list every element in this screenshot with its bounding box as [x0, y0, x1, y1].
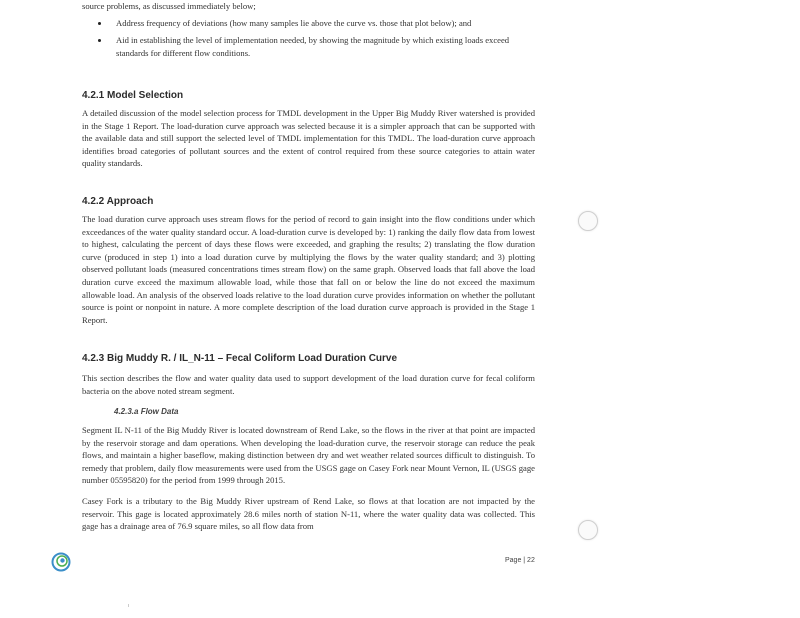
bullet-dot-icon [98, 39, 101, 42]
comment-marker-icon[interactable] [578, 520, 598, 540]
section-heading-load-duration-curve: 4.2.3 Big Muddy R. / IL_N-11 – Fecal Coliform Load Duration Curve [82, 353, 398, 364]
bullet-list [96, 17, 536, 64]
model-selection-paragraph: A detailed discussion of the model selection process for TMDL development in the Upper Big Muddy River watershed is provided in the Stage 1 Report. The load-duration curve approach was selected because it is a simpler approach that can be supported with the available data and still support the selected level of TMDL implementation for this TMDL. The load-duration curve approach identifies broad categories of pollutant sources and the extent of control required from these source categories to attain water quality standards. [82, 108, 535, 169]
approach-paragraph: The load duration curve approach uses stream flows for the period of record to gain insight into the flow conditions under which exceedances of the water quality standard occur. A load-duration curve is developed by: 1) ranking the daily flow data from lowest to highest, calculating the percent of days these flows were exceeded, and graphing the results; 2) translating the flow duration curve (produced in step 1) into a load duration curve by multiplying the flows by the water quality standard; and 3) plotting observed pollutant loads (measured concentrations times stream flow) on the same graph. Observed loads that fall above the load duration curve exceed the maximum allowable load, while those that fall on or below the line do not exceed the maximum allowable load. An analysis of the observed loads relative to the load duration curve provides information on whether the pollutant source is point or nonpoint in nature. A more complete description of the load duration curve approach is provided in the Stage 1 Report. [82, 214, 535, 325]
logo-icon [51, 552, 71, 572]
stray-mark [128, 604, 129, 607]
load-duration-paragraph: This section describes the flow and water quality data used to support development of the load duration curve for fecal coliform bacteria on the above noted stream segment. [82, 373, 535, 396]
comment-marker-icon[interactable] [578, 211, 598, 231]
bullet-item [96, 17, 536, 29]
bullet-text: Aid in establishing the level of implementation needed, by showing the magnitude by which existing loads exceed standards for different flow conditions. [116, 35, 510, 58]
section-heading-model-selection: 4.2.1 Model Selection [82, 90, 184, 101]
intro-line: source problems, as discussed immediately below; [82, 1, 256, 11]
subsection-heading-flow-data: 4.2.3.a Flow Data [114, 407, 179, 416]
flow-data-paragraph-2: Casey Fork is a tributary to the Big Muddy River upstream of Rend Lake, so flows at that location are not impacted by the reservoir. This gage is located approximately 28.6 miles north of station N-11, where the water quality data was collected. This gage has a drainage area of 76.9 square miles, so all flow data from [82, 496, 535, 532]
flow-data-paragraph-1: Segment IL N-11 of the Big Muddy River is located downstream of Rend Lake, so the flows in the river at that point are impacted by the reservoir storage and dam operations. When developing the load-duration curve, the reservoir storage can reduce the peak flows, and maintain a higher baseflow, making distinction between dry and wet weather related sources difficult to distinguish. To remedy that problem, daily flow measurements were used from the USGS gage on Casey Fork near Mount Vernon, IL (USGS gage number 05595820) for the period from 1999 through 2015. [82, 425, 535, 486]
bullet-dot-icon [98, 22, 101, 25]
page-number: Page | 22 [505, 557, 535, 564]
bullet-text: Address frequency of deviations (how many samples lie above the curve vs. those that plot below); and [116, 18, 472, 28]
section-heading-approach: 4.2.2 Approach [82, 196, 154, 207]
bullet-item [96, 34, 536, 59]
